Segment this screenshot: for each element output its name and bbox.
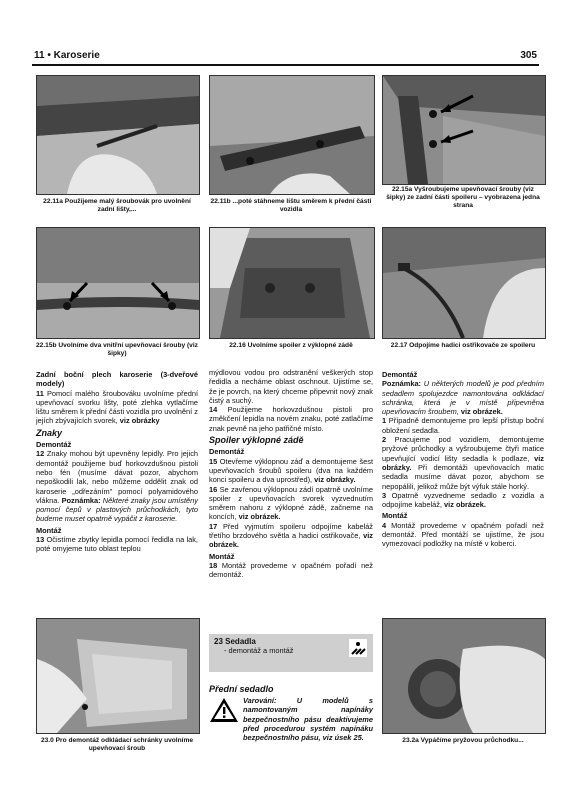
paragraph-text: Se zavřenou výklopnou zádí opatrně uvolníme spoiler z upevňovacích svorek vyzvednutím směrem nahoru z výklopné zádě, začneme na koncích, xyxy=(209,484,373,522)
paragraph-text: Opatrně vyzvedneme sedadlo z vozidla a odpojíme kabeláž, xyxy=(382,490,544,510)
photo-22-16 xyxy=(209,227,375,339)
warning-icon xyxy=(209,697,239,723)
figure-ref: viz obrázky xyxy=(119,416,160,426)
figure-ref: viz obrázky. xyxy=(382,453,544,472)
paragraph-4 xyxy=(382,521,544,549)
caption-22-17: 22.17 Odpojíme hadici ostřikovače ze spoileru xyxy=(390,342,536,349)
front-seat-section xyxy=(209,682,373,696)
section-23-title xyxy=(214,637,368,646)
paragraph-text: Před vyjmutím spoileru odpojíme kabeláž třetího brzdového světla a hadici ostřikovače, xyxy=(209,521,373,541)
heading-removal: Demontáž xyxy=(209,447,245,457)
page-number: 305 xyxy=(520,50,537,61)
paragraph-text: Použijeme horkovzdušnou pistoli pro změkčení lepidla na novém znaku, poté zatlačíme znak pevně na jeho patřičné místo. xyxy=(209,405,373,433)
paragraph-text: Při demontáži upevňovacích matic sedadla musíme dávat pozor, abychom se nepopálili, jelikož může být výfuk stále horký. xyxy=(382,462,544,491)
paragraph-12 xyxy=(36,449,198,523)
figure-ref: viz obrázek. xyxy=(209,531,373,550)
paragraph-14 xyxy=(209,405,373,433)
figure-ref: viz obrázek. xyxy=(444,500,486,510)
paragraph-text: Případně demontujeme pro lepší přístup boční obložení sedadla. xyxy=(382,416,544,435)
caption-22-11b: 22.11b ...poté stáhneme lištu směrem k přední části vozidla xyxy=(210,198,372,214)
paragraph-13-cont: mýdlovou vodou pro odstranění veškerých stop ředidla a necháme oblast oschnout. Ujistíme se, že je povrch, na který chceme připevnit nový znak čistý a suchý. xyxy=(209,368,373,405)
column-3 xyxy=(382,368,544,549)
photo-23-0 xyxy=(36,618,200,734)
heading-refitting: Montáž xyxy=(209,551,235,561)
step-number: 15 xyxy=(209,456,218,466)
figure-ref: viz obrázek. xyxy=(238,512,281,522)
paragraph-2 xyxy=(382,435,544,491)
heading-refitting: Montáž xyxy=(382,511,408,521)
note-text: Některé znaky jsou umístěny pomocí čepů v plastových průchodkách, tyto budeme muset opatrně vypáčit z karoserie. xyxy=(36,495,198,524)
step-number: 12 xyxy=(36,449,45,459)
heading-emblems: Znaky xyxy=(36,427,63,438)
paragraph-text: Pracujeme pod vozidlem, demontujeme pryžové průchodky a vyšroubujeme čtyři matice upevňující vodicí lišty sedadla k podlaze, xyxy=(382,435,544,463)
heading-rear-panel: Zadní boční plech karoserie (3-dveřové modely) xyxy=(36,370,198,389)
paragraph-13 xyxy=(36,535,198,554)
paragraph-text: Montáž provedeme v opačném pořadí než demontáž. xyxy=(209,560,373,580)
step-number: 4 xyxy=(382,520,387,530)
column-2 xyxy=(209,368,373,580)
step-number: 3 xyxy=(382,490,387,500)
heading-removal: Demontáž xyxy=(382,370,418,379)
note-label: Poznámka: xyxy=(61,495,101,505)
heading-refitting: Montáž xyxy=(36,525,62,535)
heading-front-seat: Přední sedadlo xyxy=(209,684,274,694)
figure-ref: viz obrázek. xyxy=(460,407,503,417)
step-number: 14 xyxy=(209,405,218,415)
caption-22-15a: 22.15a Vyšroubujeme upevňovací šrouby (viz šipky) ze zadní části spoileru – vyobrazena jedna strana xyxy=(386,186,540,210)
heading-spoiler: Spoiler výklopné zádě xyxy=(209,435,304,446)
figure-ref: viz obrázky. xyxy=(314,475,356,485)
paragraph-18 xyxy=(209,561,373,580)
photo-22-15a xyxy=(382,75,546,185)
paragraph-16 xyxy=(209,485,373,522)
paragraph-text: Očistíme zbytky lepidla pomocí ředidla na lak, poté omyjeme tuto oblast teplou xyxy=(36,535,198,554)
step-number: 1 xyxy=(382,416,387,426)
warning-text: Varování: U modelů s namontovaným napínáky bezpečnostního pásu deaktivujeme před procedurou systém napínáku bezpečnostního pásu, viz úsek 25. xyxy=(243,696,373,743)
step-number: 2 xyxy=(382,435,387,445)
section-title: Sedadla xyxy=(225,637,256,646)
paragraph-text: Otevřeme výklopnou záď a demontujeme šest upevňovacích šroubů spoileru (dva na každém konci spoileru a dva uprostřed), xyxy=(209,456,373,485)
note-label: Poznámka: xyxy=(382,379,422,389)
section-number: 23 xyxy=(214,637,223,646)
section-23-box xyxy=(209,634,373,672)
note-paragraph xyxy=(382,379,544,416)
step-number: 17 xyxy=(209,521,218,531)
paragraph-3 xyxy=(382,491,544,510)
paragraph-11 xyxy=(36,389,198,426)
caption-22-16: 22.16 Uvolníme spoiler z výklopné zádě xyxy=(229,342,353,349)
photo-22-11b xyxy=(209,75,375,195)
paragraph-1 xyxy=(382,416,544,435)
section-title: 11 • Karoserie xyxy=(34,50,100,61)
paragraph-text: Znaky mohou být upevněny lepidly. Pro jejich demontáž použijeme buď horkovzdušnou pistoli nebo fén (musíme dávat pozor, abychom nepoškodili lak, nebo můžeme oddělit znak od karoserie „odřezáním" pomocí polyamidového vlákna. xyxy=(36,449,198,505)
photo-22-17 xyxy=(382,227,546,339)
section-23-subtitle: - demontáž a montáž xyxy=(224,646,294,655)
column-1 xyxy=(36,368,198,554)
photo-22-11a xyxy=(36,75,200,195)
step-number: 13 xyxy=(36,535,45,545)
wrench-icon xyxy=(349,639,367,657)
step-number: 11 xyxy=(36,388,44,398)
paragraph-17 xyxy=(209,522,373,550)
caption-23-0: 23.0 Pro demontáž odkládací schránky uvolníme upevňovací šroub xyxy=(40,737,194,753)
paragraph-text: Montáž provedeme v opačném pořadí než demontáž. Před montáží se ujistíme, že jsou vymezovací podložky na místě v koberci. xyxy=(382,520,544,549)
note-text: U některých modelů je pod předním sedadlem spolujezdce namontována odkládací schránka, která je v místě připevněna upevňovacím šroubem, xyxy=(382,379,544,417)
step-number: 16 xyxy=(209,484,218,494)
paragraph-text: Pomocí malého šroubováku uvolníme přední upevňovací svorku lišty, poté zlehka vytlačíme lištu směrem k přední části vozidla pro uvolnění z jejích zbývajících svorek, xyxy=(36,388,198,426)
photo-23-2a xyxy=(382,618,546,734)
paragraph-15 xyxy=(209,457,373,485)
heading-removal: Demontáž xyxy=(36,440,72,450)
step-number: 18 xyxy=(209,560,218,570)
caption-23-2a: 23.2a Vypáčíme pryžovou průchodku... xyxy=(402,737,524,744)
caption-22-11a: 22.11a Použijeme malý šroubovák pro uvolnění zadní lišty,... xyxy=(43,198,191,214)
caption-22-15b: 22.15b Uvolníme dva vnitřní upevňovací šrouby (viz šipky) xyxy=(36,342,198,358)
photo-22-15b xyxy=(36,227,200,339)
header-rule xyxy=(32,64,539,66)
